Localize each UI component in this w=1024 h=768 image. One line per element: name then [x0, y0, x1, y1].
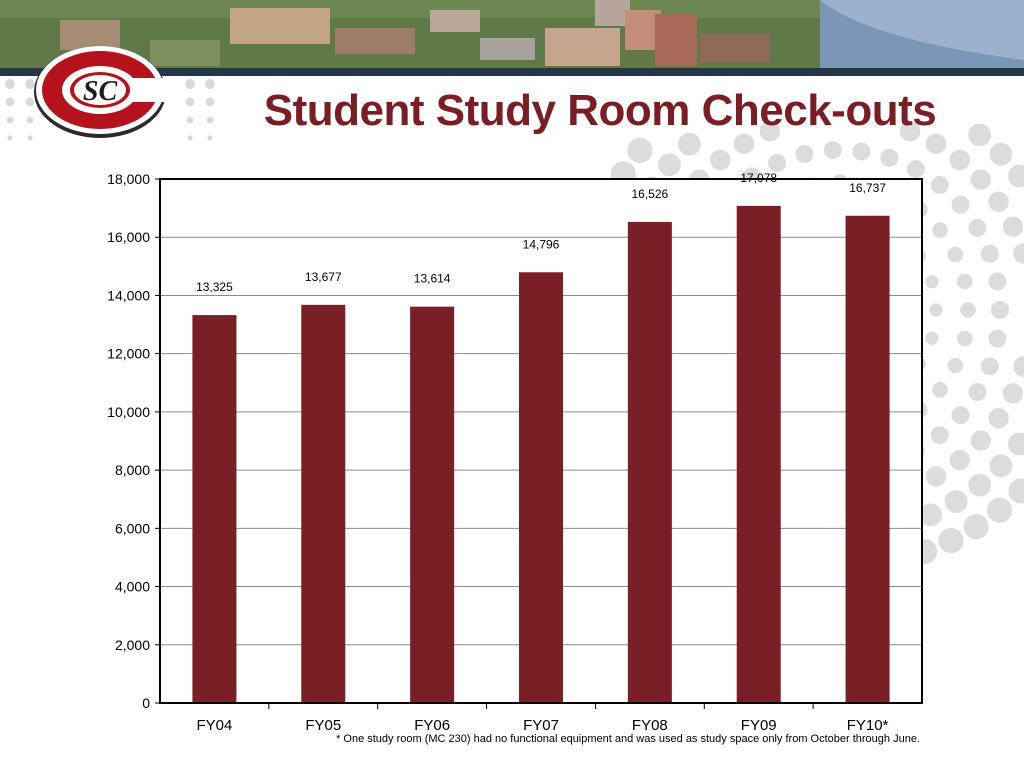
- bar-fy06: [410, 307, 454, 703]
- footnote: * One study room (MC 230) had no functional equipment and was used as study space only from October through June.: [336, 733, 920, 745]
- bar-fy04: [192, 315, 236, 703]
- y-tick-label: 10,000: [107, 403, 150, 420]
- data-label: 16,737: [849, 180, 886, 195]
- y-tick-label: 6,000: [114, 520, 150, 537]
- y-tick-label: 2,000: [114, 636, 150, 653]
- slide-title: Student Study Room Check-outs: [263, 86, 937, 135]
- x-tick-label: FY06: [414, 717, 451, 734]
- logo-text: SC: [82, 76, 118, 107]
- y-tick-label: 12,000: [107, 345, 150, 362]
- data-label: 16,526: [631, 186, 669, 201]
- data-label: 17,078: [740, 170, 778, 185]
- y-tick-label: 0: [142, 695, 150, 711]
- x-tick-label: FY05: [305, 717, 342, 734]
- x-tick-label: FY10*: [846, 717, 889, 734]
- y-tick-label: 18,000: [107, 171, 150, 187]
- data-label: 13,677: [304, 269, 342, 284]
- bar-fy09: [737, 206, 781, 703]
- y-tick-label: 4,000: [114, 578, 150, 595]
- y-tick-label: 14,000: [107, 287, 150, 304]
- data-label: 13,614: [413, 271, 451, 286]
- bar-fy07: [519, 272, 563, 703]
- x-tick-label: FY09: [740, 717, 777, 734]
- x-tick-label: FY08: [631, 717, 668, 734]
- bar-fy10: [846, 216, 890, 703]
- data-label: 13,325: [196, 280, 233, 295]
- bar-fy05: [301, 305, 345, 703]
- data-label: 14,796: [522, 237, 560, 252]
- y-tick-label: 16,000: [107, 229, 150, 246]
- x-tick-label: FY07: [523, 717, 559, 734]
- bar-fy08: [628, 222, 672, 703]
- y-tick-label: 8,000: [114, 462, 150, 479]
- x-tick-label: FY04: [196, 717, 233, 734]
